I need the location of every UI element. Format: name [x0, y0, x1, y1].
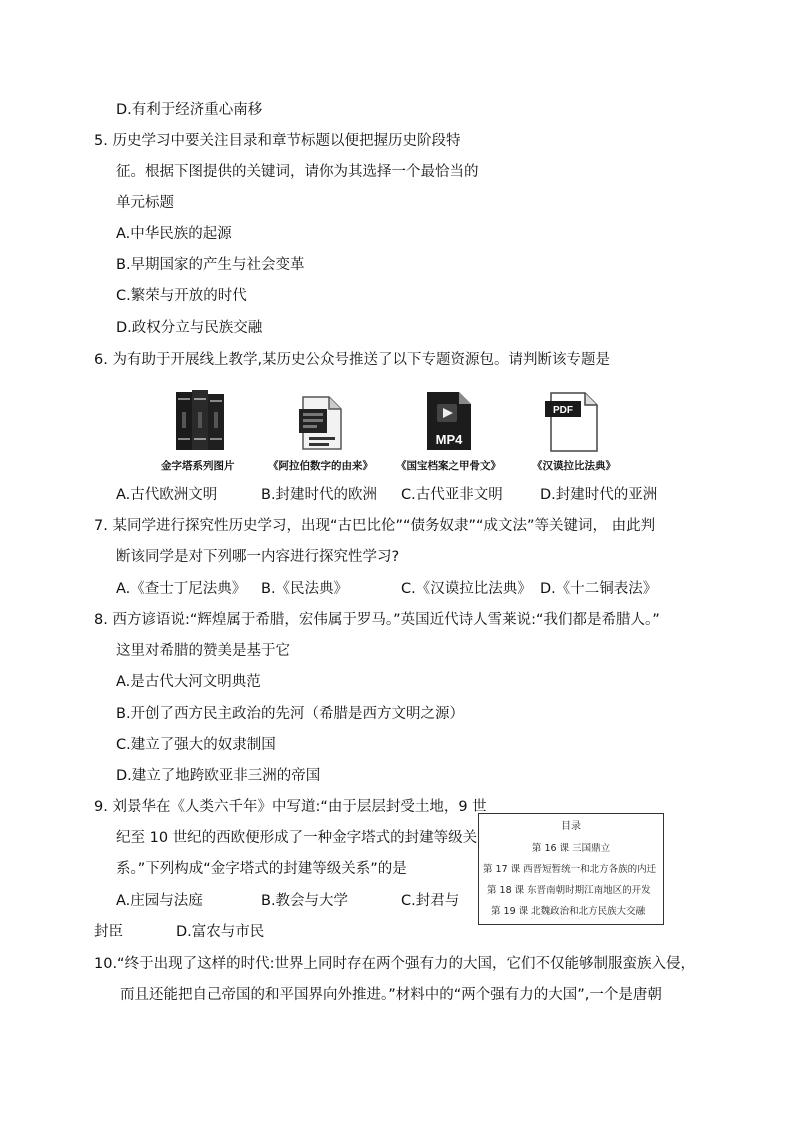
q9-option-a: A.庄园与法庭 — [116, 893, 203, 909]
q9-option-b: B.教会与大学 — [261, 893, 349, 909]
q6-caption-4: 《汉谟拉比法典》 — [532, 460, 616, 472]
document-icon — [297, 395, 345, 451]
q8-option-b: B.开创了西方民主政治的先河（希腊是西方文明之源） — [116, 706, 465, 722]
q8-option-d: D.建立了地跨欧亚非三洲的帝国 — [116, 768, 321, 784]
q9-option-c-part2: 封臣 — [94, 924, 123, 940]
q5-option-b: B.早期国家的产生与社会变革 — [116, 257, 305, 273]
q8-option-c: C.建立了强大的奴隶制国 — [116, 737, 276, 753]
mp4-label: MP4 — [435, 432, 463, 447]
q6-option-c: C.古代亚非文明 — [401, 487, 503, 503]
q8-option-a: A.是古代大河文明典范 — [116, 674, 261, 690]
toc-title: 目录 — [561, 821, 581, 832]
q5-option-c: C.繁荣与开放的时代 — [116, 288, 247, 304]
q9-option-d: D.富农与市民 — [176, 924, 265, 940]
q9-option-c-part1: C.封君与 — [401, 893, 460, 909]
q7-option-c: C.《汉谟拉比法典》 — [401, 581, 532, 597]
mp4-file-icon — [425, 390, 473, 452]
q8-stem-line1: 8. 西方谚语说:“辉煌属于希腊，宏伟属于罗马。”英国近代诗人雪莱说:“我们都是希腊人。” — [94, 612, 660, 628]
table-of-contents-box — [478, 813, 664, 925]
q5-stem-line2: 征。根据下图提供的关键词，请你为其选择一个最恰当的 — [116, 164, 479, 180]
books-icon — [174, 388, 228, 452]
q4-option-d: D.有利于经济重心南移 — [116, 102, 263, 118]
q8-stem-line2: 这里对希腊的赞美是基于它 — [116, 643, 290, 659]
q9-stem-line3: 系。”下列构成“金字塔式的封建等级关系”的是 — [116, 861, 407, 877]
q10-stem-line1: 10.“终于出现了这样的时代:世界上同时存在两个强有力的大国，它们不仅能够制服蛮族入侵， — [94, 956, 695, 972]
q6-caption-2: 《阿拉伯数字的由来》 — [268, 460, 373, 472]
q6-option-b: B.封建时代的欧洲 — [261, 487, 378, 503]
toc-line-18: 第 18 课 东晋南朝时期江南地区的开发 — [487, 885, 651, 896]
q5-stem-line1: 5. 历史学习中要关注目录和章节标题以便把握历史阶段特 — [94, 133, 461, 149]
q6-caption-3: 《国宝档案之甲骨文》 — [396, 460, 501, 472]
toc-line-19: 第 19 课 北魏政治和北方民族大交融 — [491, 906, 646, 917]
q6-caption-1: 金字塔系列图片 — [161, 460, 235, 472]
q6-stem: 6. 为有助于开展线上教学,某历史公众号推送了以下专题资源包。请判断该专题是 — [94, 352, 611, 368]
q7-stem-line1: 7. 某同学进行探究性历史学习，出现“古巴比伦”“债务奴隶”“成文法”等关键词， 由此判 — [94, 518, 656, 534]
pdf-label: PDF — [553, 405, 573, 416]
q5-option-d: D.政权分立与民族交融 — [116, 320, 263, 336]
q7-option-d: D.《十二铜表法》 — [540, 581, 658, 597]
pdf-file-icon — [543, 391, 601, 453]
q5-option-a: A.中华民族的起源 — [116, 226, 232, 242]
q7-option-a: A.《查士丁尼法典》 — [116, 581, 247, 597]
q6-option-d: D.封建时代的亚洲 — [540, 487, 658, 503]
q9-stem-line2: 纪至 10 世纪的西欧便形成了一种金字塔式的封建等级关 — [116, 830, 478, 846]
q7-stem-line2: 断该同学是对下列哪一内容进行探究性学习? — [116, 549, 400, 565]
toc-line-16: 第 16 课 三国鼎立 — [531, 843, 611, 854]
q10-stem-line2: 而且还能把自己帝国的和平国界向外推进。”材料中的“两个强有力的大国”,一个是唐朝 — [120, 987, 662, 1003]
q5-stem-line3: 单元标题 — [116, 195, 174, 211]
q7-option-b: B.《民法典》 — [261, 581, 349, 597]
q9-stem-line1: 9. 刘景华在《人类六千年》中写道:“由于层层封受土地，9 世 — [94, 799, 487, 815]
q6-option-a: A.古代欧洲文明 — [116, 487, 218, 503]
toc-line-17: 第 17 课 西晋短暂统一和北方各族的内迁 — [483, 864, 657, 875]
